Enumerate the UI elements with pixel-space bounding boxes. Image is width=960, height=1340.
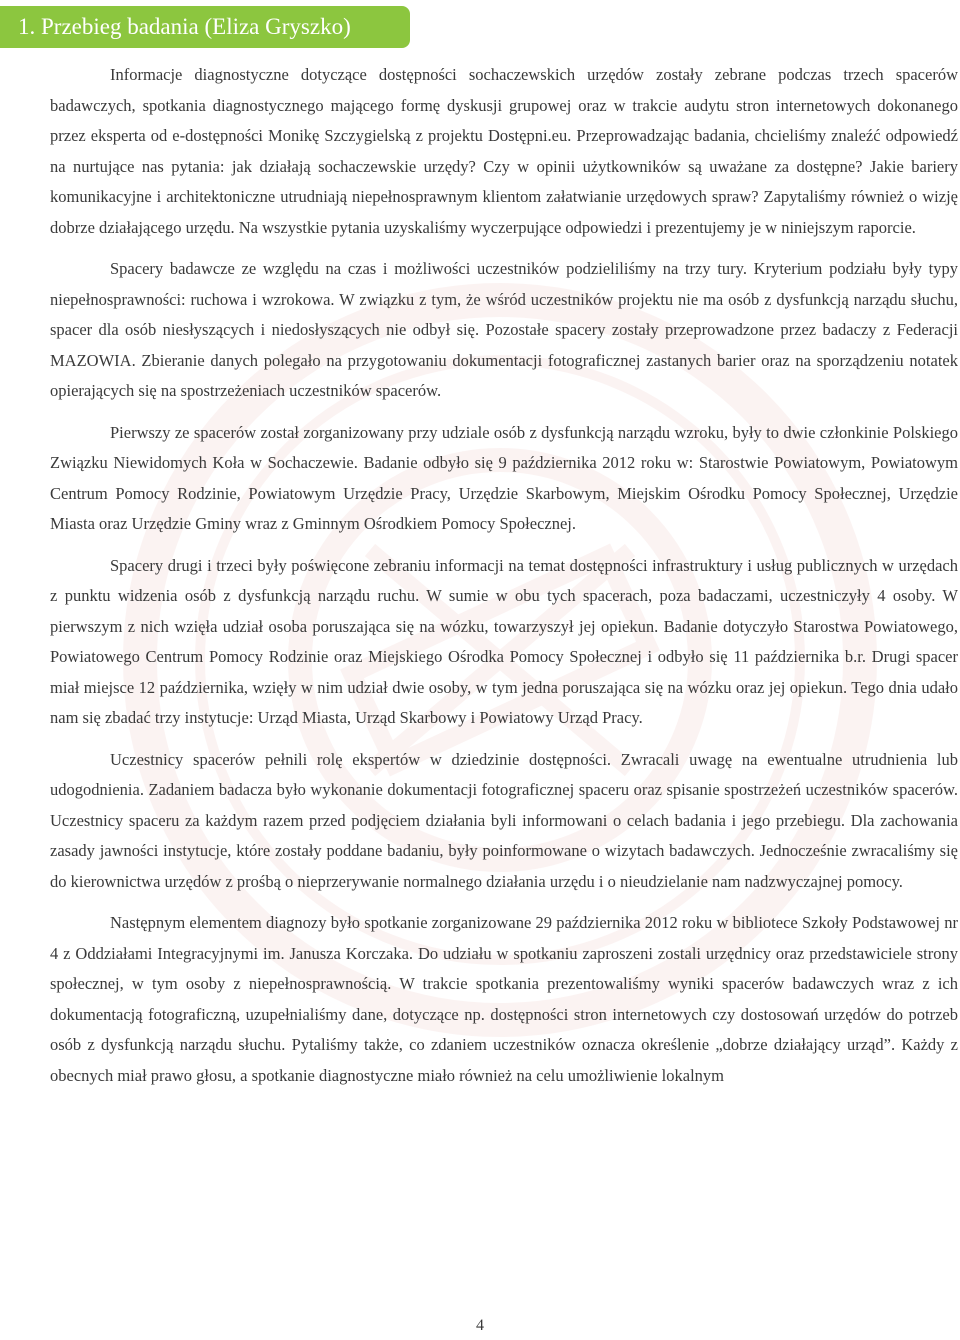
paragraph: Spacery drugi i trzeci były poświęcone zebraniu informacji na temat dostępności infrastruktury i usług publicznych w urzędach z punktu widzenia osób z dysfunkcją narządu ruchu. W sumie w obu tych spacerach, poza badaczami, uczestniczyły 4 osoby. W pierwszym z nich wzięła udział osoba poruszająca się na wózku, towarzyszył jej opiekun. Badanie dotyczyło Starostwa Powiatowego, Powiatowego Centrum Pomocy Rodzinie oraz Miejskiego Ośrodka Pomocy Społecznej i odbyło się 11 października b.r. Drugi spacer miał miejsce 12 października, wzięły w nim udział dwie osoby, w tym jedna poruszająca się na wózku oraz jej opiekun. Tego dnia udało nam się zbadać trzy instytucje: Urząd Miasta, Urząd Skarbowy i Powiatowy Urząd Pracy. <box>50 555 958 727</box>
paragraph: Informacje diagnostyczne dotyczące dostępności sochaczewskich urzędów zostały zebrane podczas trzech spacerów badawczych, spotkania diagnostycznego mającego formę dyskusji grupowej oraz w trakcie audytu stron internetowych dokonanego przez eksperta od e-dostępności Monikę Szczygielską z projektu Dostępni.eu. Przeprowadzając badania, chcieliśmy znaleźć odpowiedź na nurtujące nas pytania: jak działają sochaczewskie urzędy? Czy w opinii użytkowników są uważane za dostępne? Jakie bariery komunikacyjne i architektoniczne utrudniają niepełnosprawnym klientom załatwianie urzędowych spraw? Zapytaliśmy również o wizję dobrze działającego urzędu. Na wszystkie pytania uzyskaliśmy wyczerpujące odpowiedzi i prezentujemy je w niniejszym raporcie. <box>50 65 958 237</box>
paragraph: Uczestnicy spacerów pełnili rolę ekspertów w dziedzinie dostępności. Zwracali uwagę na ewentualne utrudnienia lub udogodnienia. Zadaniem badacza było wykonanie dokumentacji fotograficznej spaceru oraz spisanie spostrzeżeń uczestników spacerów. Uczestnicy spaceru za każdym razem przed podjęciem działania byli informowani o celach badania i jego przebiegu. Dla zachowania zasady jawności instytucje, które zostały poddane badaniu, były poinformowane o wizytach badawczych. Jednocześnie zwracaliśmy się do kierownictwa urzędów z prośbą o nieprzerywanie normalnego działania urzędu i o nieudzielanie nam nadzwyczajnej pomocy. <box>50 749 958 891</box>
paragraph: Następnym elementem diagnozy było spotkanie zorganizowane 29 października 2012 roku w bibliotece Szkoły Podstawowej nr 4 z Oddziałami Integracyjnymi im. Janusza Korczaka. Do udziału w spotkaniu zaproszeni zostali urzędnicy oraz przedstawiciele strony społecznej, w tym osoby z niepełnosprawnością. W trakcie spotkania prezentowaliśmy wyniki spacerów badawczych wraz z ich dokumentacją fotograficzną, uzupełnialiśmy dane, dotyczące np. dostępności stron internetowych czy dostosowań urzędów do potrzeb osób z dysfunkcją narządu słuchu. Pytaliśmy także, co zdaniem uczestników oznacza określenie „dobrze działający urząd”. Każdy z obecnych miał prawo głosu, a spotkanie diagnostyczne miało również na celu umożliwienie lokalnym <box>50 913 958 1085</box>
body-text <box>50 60 958 1102</box>
paragraph: Pierwszy ze spacerów został zorganizowany przy udziale osób z dysfunkcją narządu wzroku, były to dwie członkinie Polskiego Związku Niewidomych Koła w Sochaczewie. Badanie odbyło się 9 października 2012 roku w: Starostwie Powiatowym, Powiatowym Centrum Pomocy Rodzinie, Powiatowym Urzędzie Pracy, Urzędzie Skarbowym, Miejskim Ośrodku Pomocy Społecznej, Urzędzie Miasta oraz Urzędzie Gminy wraz z Gminnym Ośrodkiem Pomocy Społecznej. <box>50 422 958 533</box>
paragraph: Spacery badawcze ze względu na czas i możliwości uczestników podzieliliśmy na trzy tury. Kryterium podziału były typy niepełnosprawności: ruchowa i wzrokowa. W związku z tym, że wśród uczestników projektu nie ma osób z dysfunkcją narządu słuchu, spacer dla osób niesłyszących i niedosłyszących nie odbył się. Pozostałe spacery zostały przeprowadzone przez badaczy z Federacji MAZOWIA. Zbieranie danych polegało na przygotowaniu dokumentacji fotograficznej zastanych barier oraz na sporządzeniu notatek opierających się na spostrzeżeniach uczestników spacerów. <box>50 259 958 400</box>
page-number: 4 <box>476 1317 484 1334</box>
section-heading: 1. Przebieg badania (Eliza Gryszko) <box>0 6 410 48</box>
